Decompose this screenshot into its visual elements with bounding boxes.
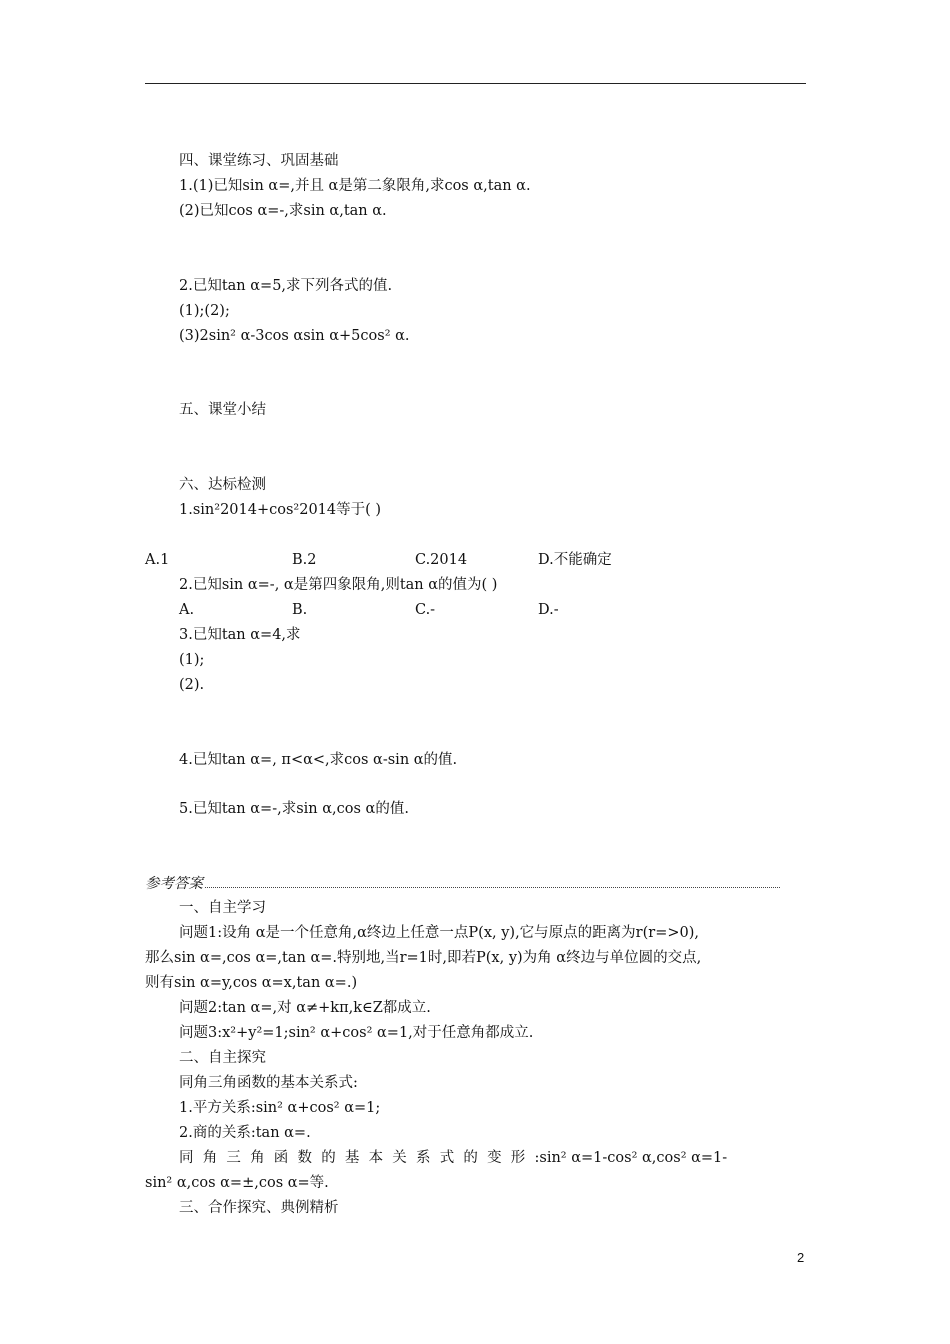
answer-q1-line-3: 则有sin α=y,cos α=x,tan α=.) xyxy=(145,975,358,991)
question-3-part-1: (1); xyxy=(179,652,205,668)
question-5: 5.已知tan α=-,求sin α,cos α的值. xyxy=(179,801,409,817)
answers-section-2: 二、自主探究 xyxy=(179,1050,266,1066)
relation-quotient: 2.商的关系:tan α=. xyxy=(179,1125,311,1141)
relation-square: 1.平方关系:sin² α+cos² α=1; xyxy=(179,1100,381,1116)
q2-option-b: B. xyxy=(292,602,308,618)
q2-option-d: D.- xyxy=(538,602,559,618)
exercise-2: 2.已知tan α=5,求下列各式的值. xyxy=(179,278,393,294)
relations-intro: 同角三角函数的基本关系式: xyxy=(179,1075,358,1091)
question-1: 1.sin²2014+cos²2014等于( ) xyxy=(179,502,382,518)
exercise-1-part-2: (2)已知cos α=-,求sin α,tan α. xyxy=(179,203,387,219)
exercise-2-part-3: (3)2sin² α-3cos αsin α+5cos² α. xyxy=(179,328,410,344)
answers-heading: 参考答案 xyxy=(145,875,791,893)
question-3: 3.已知tan α=4,求 xyxy=(179,627,301,643)
q2-option-a: A. xyxy=(179,602,195,618)
question-3-part-2: (2). xyxy=(179,677,205,693)
question-2: 2.已知sin α=-, α是第四象限角,则tan α的值为( ) xyxy=(179,577,498,593)
answer-q2: 问题2:tan α=,对 α≠+kπ,k∈Z都成立. xyxy=(179,1000,431,1016)
q1-option-c: C.2014 xyxy=(415,552,468,568)
answer-q3: 问题3:x²+y²=1;sin² α+cos² α=1,对于任意角都成立. xyxy=(179,1025,534,1041)
section-6-title: 六、达标检测 xyxy=(179,477,266,493)
relation-variants-line-1: 同角三角函数的基本关系式的变形:sin² α=1-cos² α,cos² α=1- xyxy=(179,1150,728,1166)
answers-section-1: 一、自主学习 xyxy=(179,900,266,916)
dotted-leader xyxy=(205,875,780,888)
answer-q1-line-2: 那么sin α=,cos α=,tan α=.特别地,当r=1时,即若P(x, y)为角 α终边与单位圆的交点, xyxy=(145,950,702,966)
page-number: 2 xyxy=(797,1250,805,1265)
header-rule xyxy=(145,83,806,84)
exercise-2-parts-1-2: (1);(2); xyxy=(179,303,230,319)
section-5-title: 五、课堂小结 xyxy=(179,402,266,418)
q1-option-d: D.不能确定 xyxy=(538,552,612,568)
q2-option-c: C.- xyxy=(415,602,436,618)
q1-option-a: A.1 xyxy=(145,552,170,568)
section-4-title: 四、课堂练习、巩固基础 xyxy=(179,153,339,169)
relation-variants-line-2: sin² α,cos α=±,cos α=等. xyxy=(145,1175,329,1191)
q1-option-b: B.2 xyxy=(292,552,317,568)
question-4: 4.已知tan α=, π<α<,求cos α-sin α的值. xyxy=(179,752,458,768)
answer-q1-line-1: 问题1:设角 α是一个任意角,α终边上任意一点P(x, y),它与原点的距离为r(r=>0), xyxy=(179,925,699,941)
exercise-1-part-1: 1.(1)已知sin α=,并且 α是第二象限角,求cos α,tan α. xyxy=(179,178,531,194)
answers-section-3: 三、合作探究、典例精析 xyxy=(179,1200,339,1216)
